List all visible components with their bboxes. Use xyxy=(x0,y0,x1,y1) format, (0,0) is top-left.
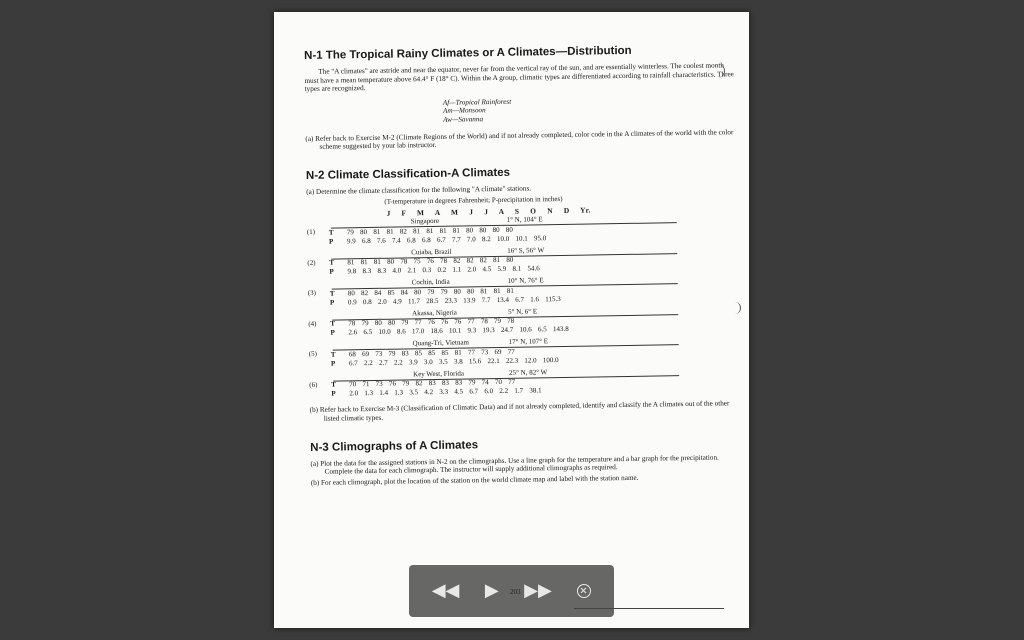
station-coordinates: 5° N, 6° E xyxy=(508,307,538,316)
section-n3-item-b: (b) For each climograph, plot the location of the station on the world climate map and label with the station name. xyxy=(310,473,639,487)
precipitation-label: P xyxy=(331,389,336,398)
section-n2-item-a: (a) Determine the climate classification for the following "A climate" stations. xyxy=(306,184,532,196)
station-entry xyxy=(309,365,739,402)
temperature-label: T xyxy=(329,258,335,267)
station-coordinates: 1° N, 104° E xyxy=(506,215,543,225)
precipitation-label: P xyxy=(328,237,334,246)
temperature-label: T xyxy=(329,289,335,298)
station-name: Akassa, Nigeria xyxy=(412,308,457,318)
climate-type: Aw—Savanna xyxy=(443,115,484,124)
station-name: Quang-Tri, Vietnam xyxy=(412,338,470,348)
climate-type: Af—Tropical Rainforest xyxy=(442,97,512,107)
close-icon[interactable] xyxy=(577,584,591,598)
precipitation-values: 2.6 6.5 10.0 8.6 17.0 18.6 10.1 9.3 19.3 24.7 10.6 6.5 143.8 xyxy=(348,325,569,337)
precipitation-values: 9.8 8.3 8.3 4.0 2.1 0.3 0.2 1.1 2.0 4.5 5.9 8.1 54.6 xyxy=(347,264,540,276)
precipitation-label: P xyxy=(330,328,335,337)
precipitation-values: 9.9 6.8 7.6 7.4 6.8 6.8 6.7 7.7 7.0 8.2 10.0 10.1 95.0 xyxy=(346,234,547,246)
temperature-values: 68 69 73 79 83 85 85 85 81 77 73 69 77 xyxy=(348,347,515,359)
station-index: (1) xyxy=(306,228,316,237)
station-index: (4) xyxy=(308,319,317,328)
page-number: 203 xyxy=(510,588,521,596)
precipitation-values: 0.9 0.8 2.0 4.9 11.7 28.5 23.3 13.9 7.7 13.4 6.7 1.6 115.3 xyxy=(347,294,561,307)
climate-types-list xyxy=(443,94,735,124)
station-coordinates: 10° N, 76° E xyxy=(507,276,544,286)
temperature-values: 78 79 80 80 79 77 76 76 76 77 78 79 78 xyxy=(348,317,515,328)
station-coordinates: 16° S, 56° W xyxy=(507,246,545,255)
table-legend: (T-temperature in degrees Fahrenheit; P-precipitation in inches) xyxy=(384,195,563,207)
station-index: (2) xyxy=(307,258,316,267)
precipitation-label: P xyxy=(329,267,334,276)
station-name: Key West, Florida xyxy=(413,369,465,379)
section-n3-title: N-3 Climographs of A Climates xyxy=(310,438,479,454)
station-name: Cuiaba, Brazil xyxy=(411,247,452,257)
forward-button[interactable]: ▶▶ xyxy=(524,580,552,601)
temperature-values: 80 82 84 85 84 80 79 79 80 80 81 81 81 xyxy=(347,286,514,298)
section-n1-intro: The "A climates" are astride and near the equator, never far from the vertical ray of the sun, and are essentially winterless. The coolest month must have a mean temperature above 64.4° F (18° C). Within the A group, climatic types are differentiated according to rainfall characteristics. Three types are recognized. xyxy=(304,61,734,94)
temperature-values: 70 71 73 76 79 82 83 83 83 79 74 70 77 xyxy=(349,378,516,389)
station-index: (6) xyxy=(309,380,318,389)
station-coordinates: 25° N, 82° W xyxy=(509,368,548,377)
document-page xyxy=(274,12,749,628)
precipitation-label: P xyxy=(329,298,335,307)
temperature-label: T xyxy=(328,228,334,237)
play-button[interactable]: ▶ xyxy=(484,580,499,601)
station-index: (3) xyxy=(307,289,317,298)
rewind-button[interactable]: ◀◀ xyxy=(431,580,460,601)
media-player-controls xyxy=(409,565,614,617)
temperature-values: 79 80 81 81 82 81 81 81 81 80 80 80 80 xyxy=(346,225,513,237)
precipitation-label: P xyxy=(330,359,336,368)
precipitation-values: 6.7 2.2 2.7 2.2 3.9 3.0 3.5 3.8 15.6 22.1 22.3 12.0 100.0 xyxy=(348,355,559,368)
temperature-label: T xyxy=(331,380,336,389)
section-n3-item-a: (a) Plot the data for the assigned stations in N-2 on the climographs. Use a line graph for the temperature and a bar graph for the precipitation. Complete the data for each climograph. The instructor will supply additional climographs as required. xyxy=(310,453,719,476)
document-content xyxy=(304,43,741,489)
station-table xyxy=(307,213,740,403)
temperature-label: T xyxy=(330,319,336,328)
station-coordinates: 17° N, 107° E xyxy=(508,337,549,347)
station-index: (5) xyxy=(308,350,318,359)
section-n2-title: N-2 Climate Classification-A Climates xyxy=(305,166,511,182)
month-header: J F M A M J J A S O N D Yr. xyxy=(386,205,591,219)
section-n1-title: N-1 The Tropical Rainy Climates or A Climates—Distribution xyxy=(304,44,632,62)
precipitation-values: 2.0 1.3 1.4 1.3 3.5 4.2 3.3 4.5 6.7 6.0 2.2 1.7 38.1 xyxy=(349,386,542,398)
temperature-label: T xyxy=(330,350,336,359)
section-n2-item-b: (b) Refer back to Exercise M-3 (Classification of Climatic Data) and if not already completed, identify and classify the A climates out of the other listed climatic types. xyxy=(309,399,730,423)
station-name: Cochin, India xyxy=(411,278,450,287)
temperature-values: 81 81 81 80 78 75 76 78 82 82 82 81 80 xyxy=(347,256,514,267)
section-n1-item-a: (a) Refer back to Exercise M-2 (Climate Regions of the World) and if not already completed, color code in the A climates of the world with the color scheme suggested by your lab instructor. xyxy=(305,127,734,151)
station-name: Singapore xyxy=(410,217,440,226)
climate-type: Am—Monsoon xyxy=(442,106,486,116)
